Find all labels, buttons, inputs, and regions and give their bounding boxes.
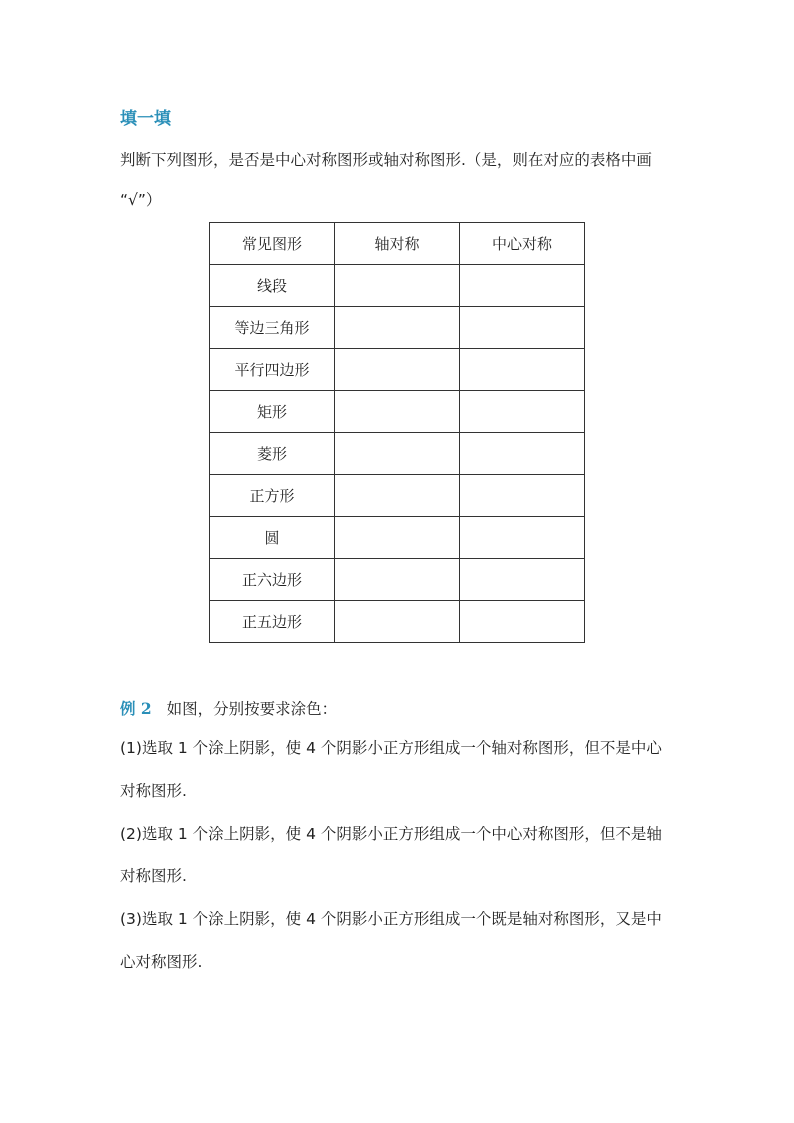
instruction-line-2: “√”） (120, 191, 162, 209)
example-item-3-line-1: (3)选取 1 个涂上阴影，使 4 个阴影小正方形组成一个既是轴对称图形，又是中 (120, 910, 662, 928)
shape-name: 等边三角形 (210, 307, 335, 349)
table-row (210, 433, 585, 475)
axial-cell[interactable] (335, 517, 460, 559)
central-cell[interactable] (460, 517, 585, 559)
central-cell[interactable] (460, 265, 585, 307)
shape-name: 正方形 (210, 475, 335, 517)
section-title: 填一填 (120, 109, 171, 129)
table-header-row (210, 223, 585, 265)
table-row (210, 601, 585, 643)
instruction-line-1: 判断下列图形，是否是中心对称图形或轴对称图形.（是，则在对应的表格中画 (120, 151, 652, 169)
table-row (210, 517, 585, 559)
shape-name: 线段 (210, 265, 335, 307)
central-cell[interactable] (460, 433, 585, 475)
central-cell[interactable] (460, 559, 585, 601)
axial-cell[interactable] (335, 307, 460, 349)
central-cell[interactable] (460, 307, 585, 349)
symmetry-table (209, 222, 585, 643)
header-axial: 轴对称 (335, 223, 460, 265)
example-item-1-line-2: 对称图形. (120, 782, 187, 800)
shape-name: 平行四边形 (210, 349, 335, 391)
example-item-2-line-2: 对称图形. (120, 867, 187, 885)
example-label: 例 2 (120, 699, 152, 718)
axial-cell[interactable] (335, 601, 460, 643)
example-heading (120, 697, 337, 719)
central-cell[interactable] (460, 601, 585, 643)
axial-cell[interactable] (335, 559, 460, 601)
table-row (210, 475, 585, 517)
table-row (210, 307, 585, 349)
axial-cell[interactable] (335, 265, 460, 307)
table-row (210, 349, 585, 391)
shape-name: 正六边形 (210, 559, 335, 601)
shape-name: 菱形 (210, 433, 335, 475)
example-item-2-line-1: (2)选取 1 个涂上阴影，使 4 个阴影小正方形组成一个中心对称图形，但不是轴 (120, 825, 662, 843)
axial-cell[interactable] (335, 349, 460, 391)
table-row (210, 559, 585, 601)
example-item-1-line-1: (1)选取 1 个涂上阴影，使 4 个阴影小正方形组成一个轴对称图形，但不是中心 (120, 739, 662, 757)
central-cell[interactable] (460, 391, 585, 433)
axial-cell[interactable] (335, 391, 460, 433)
table-row (210, 265, 585, 307)
axial-cell[interactable] (335, 475, 460, 517)
header-central: 中心对称 (460, 223, 585, 265)
shape-name: 矩形 (210, 391, 335, 433)
central-cell[interactable] (460, 475, 585, 517)
table-row (210, 391, 585, 433)
shape-name: 正五边形 (210, 601, 335, 643)
central-cell[interactable] (460, 349, 585, 391)
axial-cell[interactable] (335, 433, 460, 475)
example-intro: 如图，分别按要求涂色： (166, 700, 338, 718)
example-item-3-line-2: 心对称图形. (120, 953, 203, 971)
shape-name: 圆 (210, 517, 335, 559)
header-shape: 常见图形 (210, 223, 335, 265)
